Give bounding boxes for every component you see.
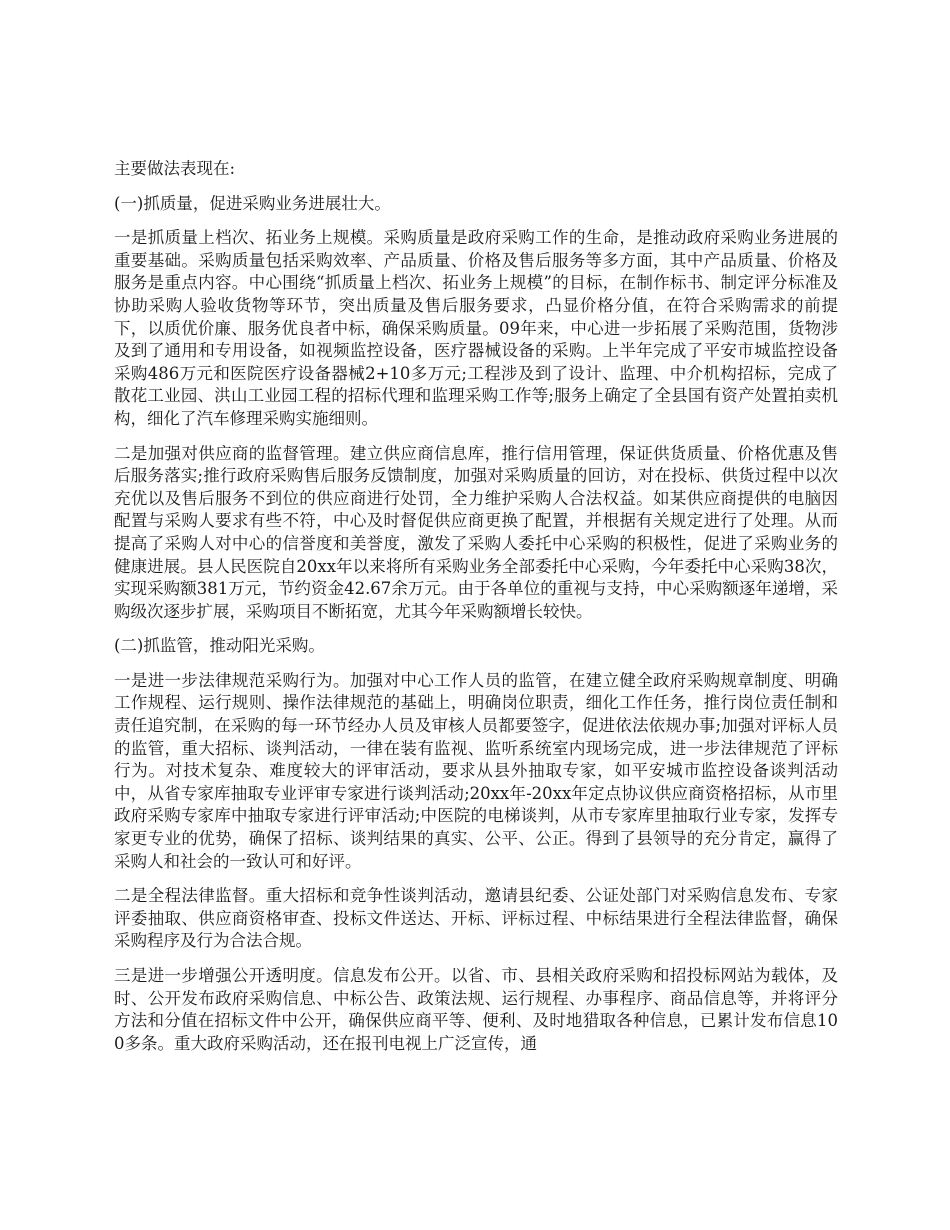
document-body <box>114 158 838 1067</box>
intro-line: 主要做法表现在: <box>114 159 236 178</box>
section-2-paragraph-2: 二是全程法律监督。重大招标和竞争性谈判活动，邀请县纪委、公证处部门对采购信息发布、专家评委抽取、供应商资格审查、投标文件送达、开标、评标过程、中标结果进行全程法律监督，确保采购程序及行为合法合规。 <box>114 886 838 951</box>
section-1-paragraph-1: 一是抓质量上档次、拓业务上规模。采购质量是政府采购工作的生命，是推动政府采购业务进展的重要基础。采购质量包括采购效率、产品质量、价格及售后服务等多方面，其中产品质量、价格及服务是重点内容。中心围绕“抓质量上档次、拓业务上规模”的目标，在制作标书、制定评分标准及协助采购人验收货物等环节，突出质量及售后服务要求，凸显价格分值，在符合采购需求的前提下，以质优价廉、服务优良者中标，确保采购质量。09年来，中心进一步拓展了采购范围，货物涉及到了通用和专用设备，如视频监控设备，医疗器械设备的采购。上半年完成了平安市城监控设备采购486万元和医院医疗设备器械2+10多万元;工程涉及到了设计、监理、中介机构招标，完成了散花工业园、洪山工业园工程的招标代理和监理采购工作等;服务上确定了全县国有资产处置拍卖机构，细化了汽车修理采购实施细则。 <box>114 228 838 428</box>
section-2-heading: (二)抓监管，推动阳光采购。 <box>114 636 325 656</box>
section-1-heading: (一)抓质量，促进采购业务进展壮大。 <box>114 193 391 213</box>
section-1-paragraph-2: 二是加强对供应商的监督管理。建立供应商信息库，推行信用管理，保证供货质量、价格优惠及售后服务落实;推行政府采购售后服务反馈制度，加强对采购质量的回访，对在投标、供货过程中以次充优以及售后服务不到位的供应商进行处罚，全力维护采购人合法权益。如某供应商提供的电脑因配置与采购人要求有些不符，中心及时督促供应商更换了配置，并根据有关规定进行了处理。从而提高了采购人对中心的信誉度和美誉度，激发了采购人委托中心采购的积极性，促进了采购业务的健康进展。县人民医院自20xx年以来将所有采购业务全部委托中心采购，今年委托中心采购38次，实现采购额381万元，节约资金42.67余万元。由于各单位的重视与支持，中心采购额逐年递增，采购级次逐步扩展，采购项目不断拓宽，尤其今年采购额增长较快。 <box>114 443 838 621</box>
section-2-paragraph-3: 三是进一步增强公开透明度。信息发布公开。以省、市、县相关政府采购和招投标网站为载体，及时、公开发布政府采购信息、中标公告、政策法规、运行规程、办事程序、商品信息等，并将评分方法和分值在招标文件中公开，确保供应商平等、便利、及时地猎取各种信息，已累计发布信息100多条。重大政府采购活动，还在报刊电视上广泛宣传，通 <box>114 966 838 1053</box>
section-2-paragraph-1: 一是进一步法律规范采购行为。加强对中心工作人员的监管，在建立健全政府采购规章制度、明确工作规程、运行规则、操作法律规范的基础上，明确岗位职责，细化工作任务，推行岗位责任制和责任追究制，在采购的每一环节经办人员及审核人员都要签字，促进依法依规办事;加强对评标人员的监管，重大招标、谈判活动，一律在装有监视、监听系统室内现场完成，进一步法律规范了评标行为。对技术复杂、难度较大的评审活动，要求从县外抽取专家，如平安城市监控设备谈判活动中，从省专家库抽取专业评审专家进行谈判活动;20xx年-20xx年定点协议供应商资格招标，从市里政府采购专家库中抽取专家进行评审活动;中医院的电梯谈判，从市专家库里抽取行业专家，发挥专家更专业的优势，确保了招标、谈判结果的真实、公平、公正。得到了县领导的充分肯定，赢得了采购人和社会的一致认可和好评。 <box>114 670 838 871</box>
